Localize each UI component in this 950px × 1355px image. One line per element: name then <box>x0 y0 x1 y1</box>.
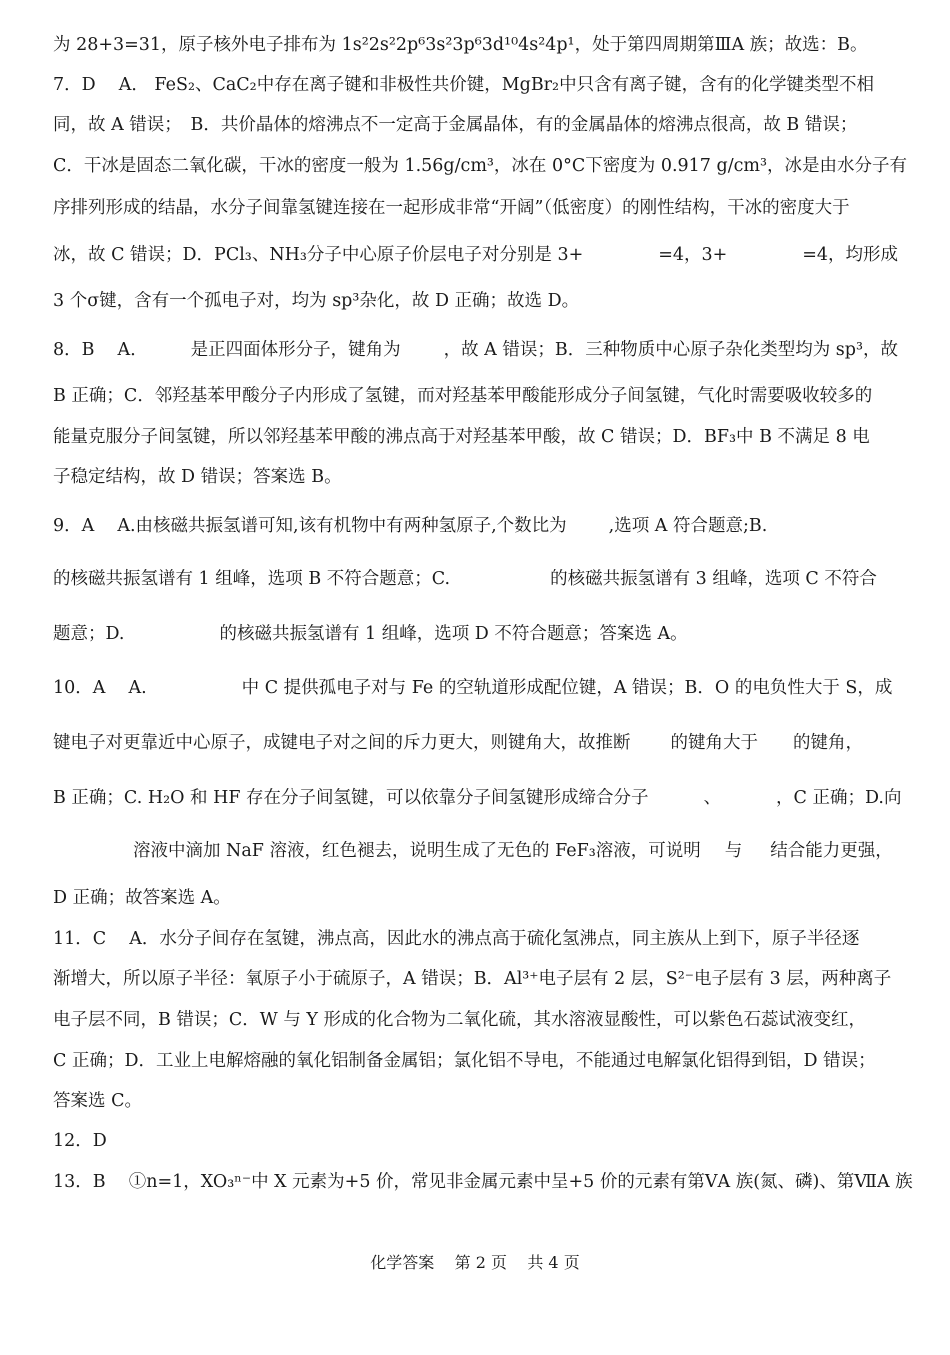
text-line <box>53 567 898 591</box>
text-line: D 正确；故答案选 A。 <box>53 888 231 908</box>
answer-8-line <box>53 338 898 362</box>
text-line <box>53 622 898 646</box>
text-segment: 与 <box>724 841 743 861</box>
text-segment: 的核磁共振氢谱有 3 组峰，选项 C 不符合 <box>550 569 877 589</box>
text-segment: 8．B A． <box>53 340 148 360</box>
text-segment: 题意；D. <box>53 624 125 644</box>
text-segment: 的核磁共振氢谱有 1 组峰，选项 B 不符合题意；C. <box>53 569 451 589</box>
text-segment: 10．A A. <box>53 678 147 698</box>
text-segment: 冰，故 C 错误；D．PCl₃、NH₃分子中心原子价层电子对分别是 3+ <box>53 245 584 265</box>
text-line <box>53 839 898 863</box>
text-line: 3 个σ键，含有一个孤电子对，均为 sp³杂化，故 D 正确；故选 D。 <box>53 291 580 311</box>
text-segment: =4，3+ <box>658 245 728 265</box>
text-segment: 是正四面体形分子，键角为 <box>190 340 401 360</box>
text-segment: 中 C 提供孤电子对与 Fe 的空轨道形成配位键，A 错误；B．O 的电负性大于 S，成 <box>241 678 893 698</box>
answer-9-line <box>53 514 898 538</box>
text-line <box>53 786 902 810</box>
answer-10-line <box>53 676 898 700</box>
text-line: 答案选 C。 <box>53 1091 142 1111</box>
text-line: 子稳定结构，故 D 错误；答案选 B。 <box>53 467 342 487</box>
text-segment: =4，均形成 <box>802 245 898 265</box>
answer-13-line: 13．B ①n=1，XO₃ⁿ⁻中 X 元素为+5 价，常见非金属元素中呈+5 价的元素有第ⅤA 族(氮、磷)、第ⅦA 族 <box>53 1172 913 1192</box>
text-segment: B 正确；C. H₂O 和 HF 存在分子间氢键，可以依靠分子间氢键形成缔合分子 <box>53 788 649 808</box>
answer-11-line: 11．C A．水分子间存在氢键，沸点高，因此水的沸点高于硫化氢沸点，同主族从上到下，原子半径逐 <box>53 929 860 949</box>
text-segment: 的键角， <box>793 733 863 753</box>
text-line: C 正确；D．工业上电解熔融的氧化铝制备金属铝；氯化铝不导电，不能通过电解氯化铝得到铝，D 错误； <box>53 1051 876 1071</box>
text-segment: 的键角大于 <box>670 733 758 753</box>
answer-7-line: 7．D A． FeS₂、CaC₂中存在离子键和非极性共价键，MgBr₂中只含有离子键，含有的化学键类型不相 <box>53 75 875 95</box>
text-segment: ，故 A 错误；B．三种物质中心原子杂化类型均为 sp³，故 <box>443 340 898 360</box>
page-footer <box>0 1250 950 1273</box>
text-line: 能量克服分子间氢键，所以邻羟基苯甲酸的沸点高于对羟基苯甲酸，故 C 错误；D．BF₃中 B 不满足 8 电 <box>53 427 870 447</box>
text-segment: ,选项 A 符合题意;B. <box>608 516 768 536</box>
answer-12-line: 12．D <box>53 1131 107 1151</box>
text-line: 渐增大，所以原子半径：氧原子小于硫原子，A 错误；B．Al³⁺电子层有 2 层，S²⁻电子层有 3 层，两种离子 <box>53 969 892 989</box>
text-segment: 、 <box>703 788 722 808</box>
footer-page-number: 第 2 页 <box>454 1253 507 1272</box>
text-segment: ，C 正确；D.向 <box>776 788 902 808</box>
text-line: B 正确；C．邻羟基苯甲酸分子内形成了氢键，而对羟基苯甲酸能形成分子间氢键，气化时需要吸收较多的 <box>53 386 873 406</box>
text-segment: 结合能力更强， <box>770 841 893 861</box>
text-segment: 键电子对更靠近中心原子，成键电子对之间的斥力更大，则键角大，故推断 <box>53 733 631 753</box>
footer-total-pages: 共 4 页 <box>527 1253 580 1272</box>
text-line: 为 28+3=31，原子核外电子排布为 1s²2s²2p⁶3s²3p⁶3d¹⁰4s²4p¹，处于第四周期第ⅢA 族；故选：B。 <box>53 35 868 55</box>
text-line: 同，故 A 错误； B．共价晶体的熔沸点不一定高于金属晶体，有的金属晶体的熔沸点很高，故 B 错误； <box>53 115 858 135</box>
text-line: 序排列形成的结晶，水分子间靠氢键连接在一起形成非常“开阔”（低密度）的刚性结构，干冰的密度大于 <box>53 198 850 218</box>
text-segment: 溶液中滴加 NaF 溶液，红色褪去，说明生成了无色的 FeF₃溶液，可说明 <box>133 841 701 861</box>
text-segment: 9．A A.由核磁共振氢谱可知,该有机物中有两种氢原子,个数比为 <box>53 516 567 536</box>
text-line: C．干冰是固态二氧化碳，干冰的密度一般为 1.56g/cm³，冰在 0°C下密度为 0.917 g/cm³，冰是由水分子有 <box>53 156 907 176</box>
text-line <box>53 243 898 267</box>
text-segment: 的核磁共振氢谱有 1 组峰，选项 D 不符合题意；答案选 A。 <box>219 624 688 644</box>
footer-subject: 化学答案 <box>370 1253 435 1272</box>
text-line: 电子层不同，B 错误；C．W 与 Y 形成的化合物为二氧化硫，其水溶液显酸性，可以紫色石蕊试液变红， <box>53 1010 867 1030</box>
text-line <box>53 731 898 755</box>
